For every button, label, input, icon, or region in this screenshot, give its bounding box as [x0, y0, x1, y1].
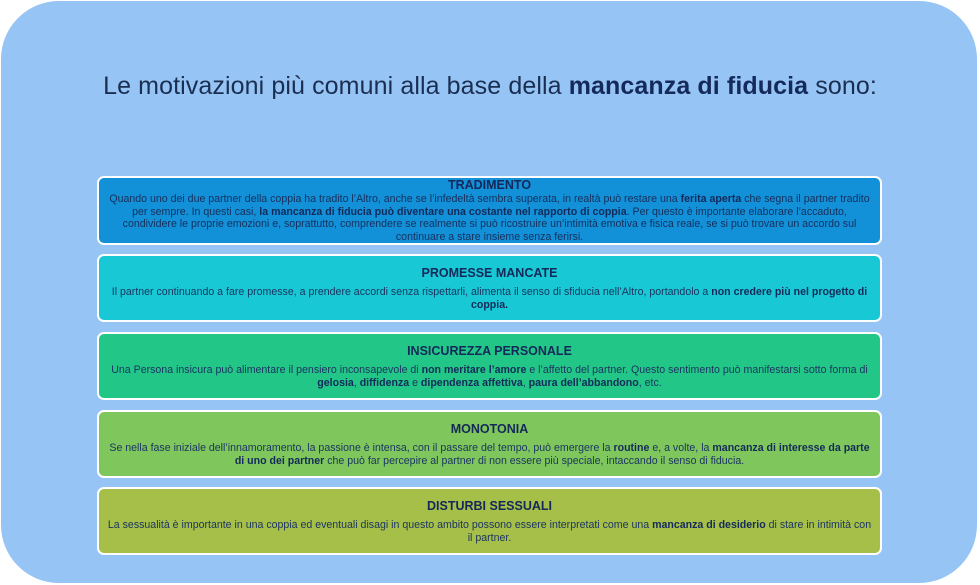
- box-text-run: di stare in intimità con il partner.: [467, 519, 872, 544]
- box-text-run: Se nella fase iniziale dell’innamoramento, la passione è intensa, con il passare del tempo, può emergere la: [109, 442, 614, 454]
- box-text-run: . Per questo è importante elaborare l’accaduto, condividere le proprie emozioni e, soprattutto, comprendere se realmente si può ricostruire un’intimità emotiva e fisica reale, se si può trovare un accordo sul continuare a stare insieme senza ferirsi.: [122, 205, 857, 243]
- box-text-bold: mancanza di desiderio: [652, 519, 766, 531]
- page-title: [0, 72, 980, 101]
- title-text: Le motivazioni più comuni alla base della: [103, 72, 569, 100]
- box-text-bold: dipendenza affettiva: [420, 377, 523, 389]
- box-title: DISTURBI SESSUALI: [426, 499, 552, 513]
- box-text-run: e: [409, 377, 421, 389]
- box-text-run: ,: [522, 377, 529, 389]
- box-text-run: ,: [353, 377, 360, 389]
- box-text-run: Quando uno dei due partner della coppia ha tradito l’Altro, anche se l’infedeltà sembra superata, in realtà può restare una: [109, 193, 681, 205]
- box-title: PROMESSE MANCATE: [421, 266, 558, 280]
- box-text-bold: routine: [613, 442, 650, 454]
- box-disturbi-sessuali: [97, 487, 882, 555]
- box-text-bold: paura dell’abbandono: [528, 377, 639, 389]
- box-text: [99, 286, 880, 312]
- box-monotonia: [97, 410, 882, 478]
- box-text: [99, 364, 880, 390]
- box-tradimento: [97, 176, 882, 245]
- box-text-bold: la mancanza di fiducia può diventare una costante nel rapporto di coppia: [259, 205, 627, 218]
- box-text-bold: mancanza di interesse da parte di uno dei partner: [234, 442, 870, 467]
- box-text-run: , etc.: [638, 377, 662, 389]
- box-text-run: Il partner continuando a fare promesse, a prendere accordi senza rispettarli, alimenta il senso di sfiducia nell’Altro, portandolo a: [111, 286, 712, 298]
- box-title: MONOTONIA: [450, 422, 529, 436]
- box-text-bold: gelosia: [317, 377, 354, 389]
- box-promesse-mancate: [97, 254, 882, 322]
- box-text-bold: ferita aperta: [680, 193, 742, 205]
- box-title: INSICUREZZA PERSONALE: [407, 344, 572, 358]
- box-text-bold: non credere più nel progetto di coppia.: [470, 286, 868, 311]
- box-text-run: Una Persona insicura può alimentare il pensiero inconsapevole di: [111, 364, 422, 376]
- box-text: [99, 193, 880, 243]
- box-text: [99, 442, 880, 468]
- box-text-run: che può far percepire al partner di non essere più speciale, intaccando il senso di fiducia.: [324, 455, 745, 467]
- box-insicurezza-personale: [97, 332, 882, 400]
- box-text-bold: diffidenza: [359, 377, 410, 389]
- box-text-run: e l’affetto del partner. Questo sentimento può manifestarsi sotto forma di: [526, 364, 868, 376]
- title-bold-text: mancanza di fiducia: [568, 72, 809, 100]
- box-text-run: La sessualità è importante in una coppia ed eventuali disagi in questo ambito possono essere interpretati come una: [107, 519, 653, 531]
- title-end-text: sono:: [808, 72, 877, 100]
- box-text: [99, 519, 880, 545]
- box-title: TRADIMENTO: [447, 178, 532, 192]
- box-text-bold: non meritare l’amore: [421, 364, 527, 376]
- box-text-run: e, a volte, la: [649, 442, 713, 454]
- box-text-run: che segna il partner tradito per sempre. In questi casi,: [132, 193, 870, 218]
